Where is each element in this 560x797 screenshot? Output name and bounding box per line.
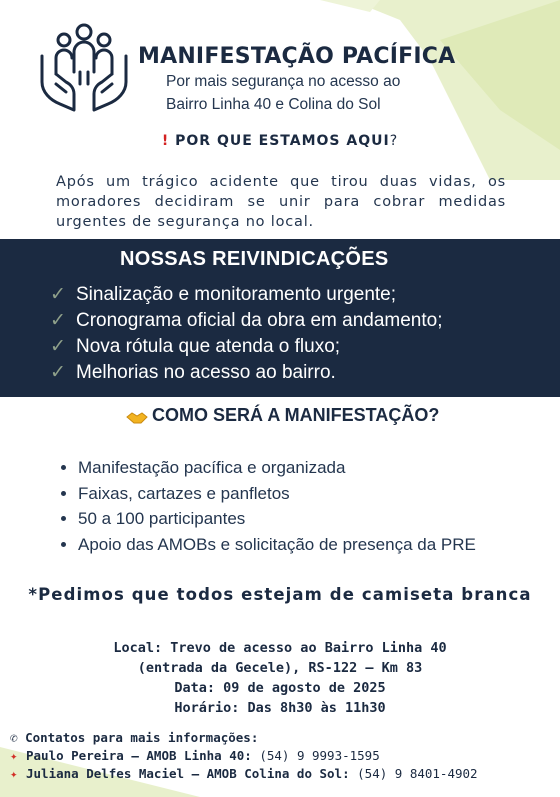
details-list [52,455,476,557]
contact-name: Juliana Delfes Maciel – AMOB Colina do Sol: [26,766,350,781]
contact-phone[interactable]: (54) 9 9993-1595 [259,748,380,763]
check-icon: ✓ [50,310,66,331]
people-hands-icon [36,22,132,114]
detail-item: • Manifestação pacífica e organizada [78,455,476,481]
how-title: COMO SERÁ A MANIFESTAÇÃO? [152,405,440,425]
detail-item: • Apoio das AMOBs e solicitação de presença da PRE [78,532,476,558]
detail-item: • 50 a 100 participantes [78,506,476,532]
contact-item [10,747,478,765]
demand-item [50,360,442,386]
demand-text: Melhorias no acesso ao bairro. [76,362,336,383]
why-question-mark: ? [389,133,399,149]
demand-text: Nova rótula que atenda o fluxo; [76,336,341,357]
intro-paragraph: Após um trágico acidente que tirou duas vidas, os moradores decidiram se unir para cobrar medidas urgentes de segurança no local. [56,174,506,230]
event-local-line-2: (entrada da Gecele), RS-122 – Km 83 [137,660,423,676]
check-icon: ✓ [50,336,66,357]
check-icon: ✓ [50,284,66,305]
demand-item [50,308,442,334]
detail-item: • Faixas, cartazes e panfletos [78,481,476,507]
pushpin-icon: ✦ [10,748,18,763]
subtitle [166,70,400,116]
contacts-title: Contatos para mais informações: [25,730,259,745]
demands-list [50,282,442,386]
shirt-note: *Pedimos que todos estejam de camiseta branca [28,585,532,604]
event-info [0,638,560,718]
contacts-heading [10,729,478,747]
pushpin-icon: ✦ [10,766,18,781]
contacts [10,729,478,783]
demand-text: Cronograma oficial da obra em andamento; [76,310,443,331]
why-label: POR QUE ESTAMOS AQUI [175,133,390,149]
check-icon: ✓ [50,362,66,383]
exclamation-icon: ! [161,133,170,149]
event-local-line-1: Local: Trevo de acesso ao Bairro Linha 40 [113,640,447,656]
page-title: MANIFESTAÇÃO PACÍFICA [138,44,456,69]
why-heading [0,133,560,149]
demand-text: Sinalização e monitoramento urgente; [76,284,397,305]
phone-icon: ✆ [10,730,18,745]
contact-phone[interactable]: (54) 9 8401-4902 [357,766,478,781]
subtitle-line-2: Bairro Linha 40 e Colina do Sol [166,96,381,113]
how-heading [126,405,439,426]
contact-name: Paulo Pereira – AMOB Linha 40: [26,748,252,763]
subtitle-line-1: Por mais segurança no acesso ao [166,73,401,90]
contact-item [10,765,478,783]
demand-item [50,282,442,308]
handshake-icon [126,409,148,423]
event-time: Horário: Das 8h30 às 11h30 [174,700,386,716]
event-date: Data: 09 de agosto de 2025 [174,680,386,696]
demands-title: NOSSAS REIVINDICAÇÕES [120,248,389,270]
demand-item [50,334,442,360]
